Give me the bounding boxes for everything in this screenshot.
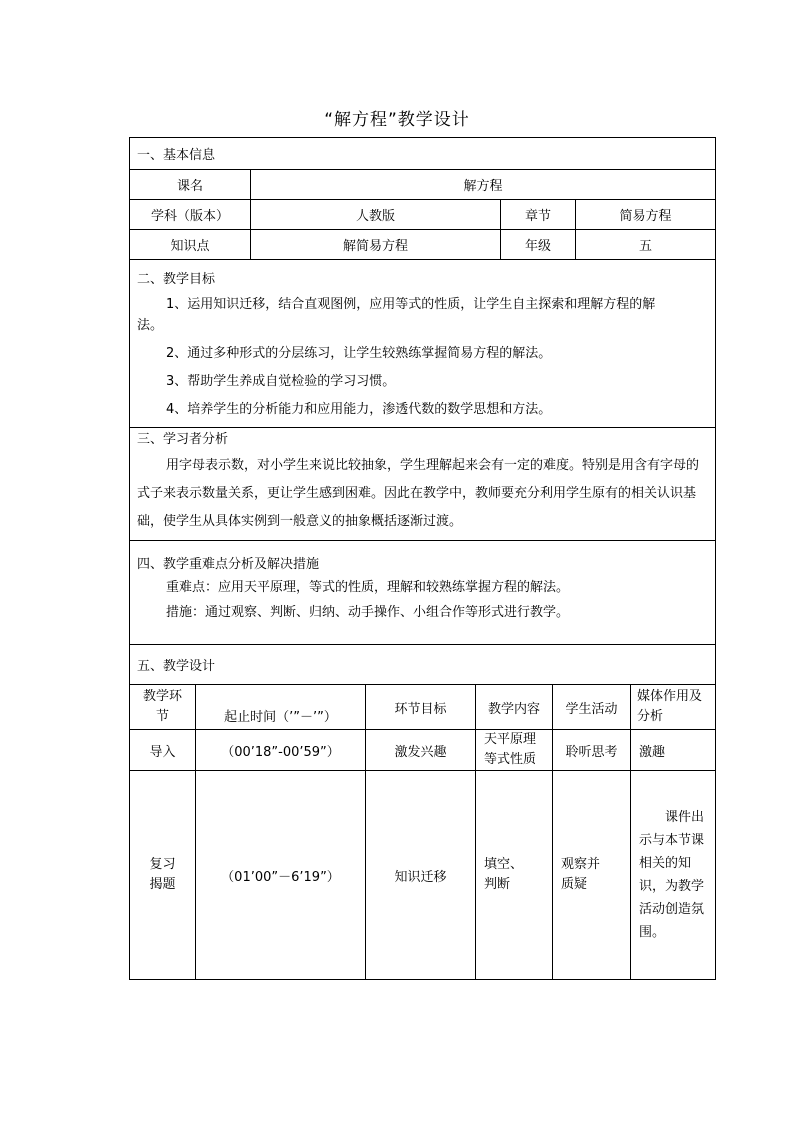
section-basic-info-heading: 一、基本信息 [130,138,716,170]
row-2-content: 填空、判断 [476,771,553,980]
row-2-activity: 观察并质疑 [553,771,631,980]
header-media: 媒体作用及分析 [631,685,716,730]
section-teaching-goals [130,260,716,428]
course-name-value: 解方程 [251,170,716,200]
row-1-time: （00’18”-00’59”） [196,730,366,771]
learner-analysis-text: 用字母表示数，对小学生来说比较抽象，学生理解起来会有一定的难度。特别是用含有字母的式子来表示数量关系，更让学生感到困难。因此在教学中，教师要充分利用学生原有的相关认识基础，使学生从具体实例到一般意义的抽象概括逐渐过渡。 [137,458,700,529]
grade-label: 年级 [501,230,576,260]
row-1-stage: 导入 [130,730,196,771]
goal-1-line-2: 法。 [137,318,164,333]
document-title: “解方程”教学设计 [324,110,470,130]
goal-4: 4、培养学生的分析能力和应用能力，渗透代数的数学思想和方法。 [166,402,552,417]
row-1-content: 天平原理等式性质 [476,730,553,771]
goal-2: 2、通过多种形式的分层练习，让学生较熟练掌握简易方程的解法。 [166,346,552,361]
key-points-text: 重难点：应用天平原理，等式的性质，理解和较熟练掌握方程的解法。 [166,580,570,595]
header-activity: 学生活动 [553,685,631,730]
course-name-label: 课名 [130,170,251,200]
goal-3: 3、帮助学生养成自觉检验的学习习惯。 [166,374,396,389]
knowledge-point-value: 解简易方程 [251,230,501,260]
row-1-media: 激趣 [631,730,716,771]
section-learner-analysis-heading: 三、学习者分析 [137,432,229,447]
table-row [130,730,716,771]
knowledge-point-label: 知识点 [130,230,251,260]
row-1-activity: 聆听思考 [553,730,631,771]
section-teaching-goals-heading: 二、教学目标 [137,272,216,287]
measures-text: 措施：通过观察、判断、归纳、动手操作、小组合作等形式进行教学。 [166,605,570,620]
subject-value: 人教版 [251,200,501,230]
row-2-stage: 复习揭题 [130,771,196,980]
section-teaching-design-heading: 五、教学设计 [130,645,716,685]
row-2-goal: 知识迁移 [366,771,476,980]
header-content: 教学内容 [476,685,553,730]
grade-value: 五 [576,230,716,260]
row-1-goal: 激发兴趣 [366,730,476,771]
subject-label: 学科（版本） [130,200,251,230]
row-2-time: （01’00”－6’19”） [196,771,366,980]
goal-1-line-1: 1、运用知识迁移，结合直观图例，应用等式的性质，让学生自主探索和理解方程的解 [166,297,656,312]
table-row [130,771,716,980]
section-key-points [130,541,716,645]
header-stage: 教学环节 [130,685,196,730]
row-2-media: 课件出示与本节课相关的知识，为教学活动创造氛围。 [631,771,716,980]
chapter-value: 简易方程 [576,200,716,230]
section-key-points-heading: 四、教学重难点分析及解决措施 [137,557,320,572]
header-time: 起止时间（’”－’”） [196,685,366,730]
header-goal: 环节目标 [366,685,476,730]
section-learner-analysis [130,428,716,541]
lesson-plan-table [129,137,715,980]
chapter-label: 章节 [501,200,576,230]
